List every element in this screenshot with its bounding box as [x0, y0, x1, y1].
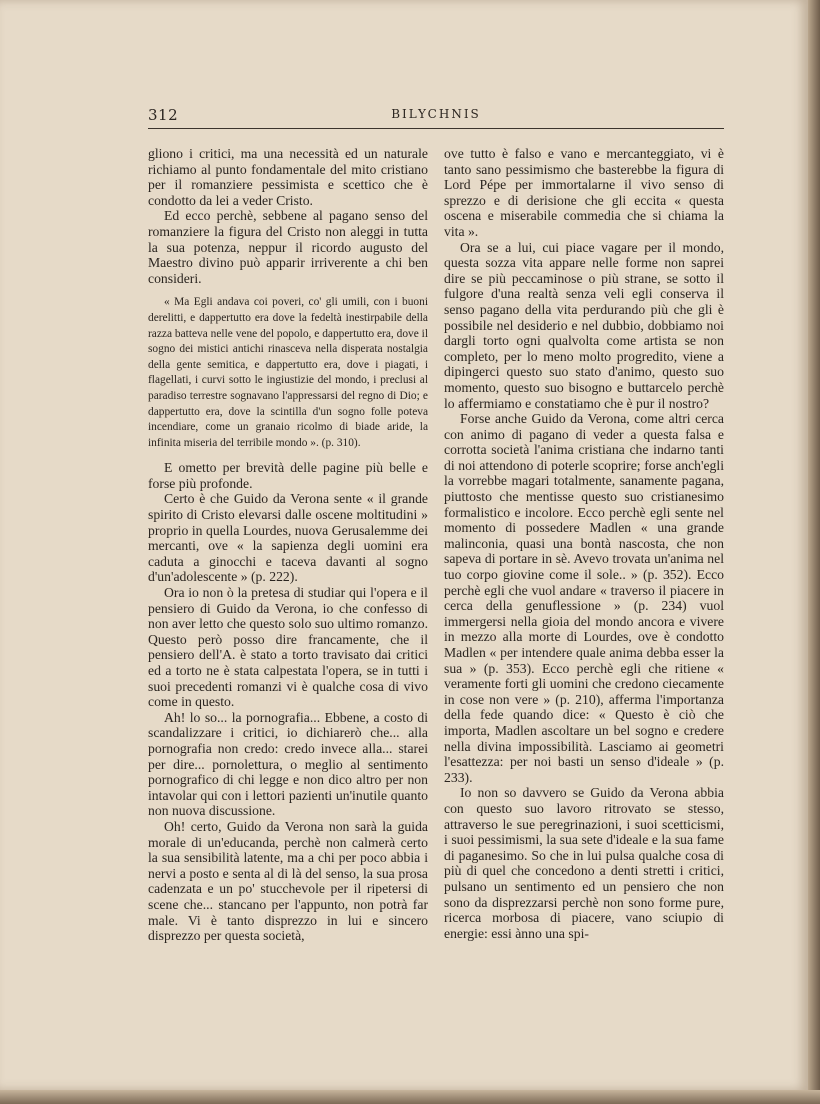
paragraph: Ora io non ò la pretesa di studiar qui l'opera e il pensiero di Guido da Verona, io che confesso di non aver letto che questo solo suo ultimo romanzo. Questo però posso dire francamente, che il pensiero dell'A. è stato a torto travisato dai critici ed a torto ne è stata calpestata l'opera, se in tutti i suoi precedenti romanzi vi è qualche cosa di vivo come in questo. — [148, 585, 428, 710]
running-title: BILYCHNIS — [391, 107, 481, 121]
paragraph: E ometto per brevità delle pagine più belle e forse più profonde. — [148, 460, 428, 491]
paragraph: Ed ecco perchè, sebbene al pagano senso del romanziere la figura del Cristo non aleggi in tutta la sua potenza, neppur il ricordo augusto del Maestro divino può apparir irriverente a chi ben consideri. — [148, 208, 428, 286]
page-edge-bottom — [0, 1090, 820, 1104]
paragraph: gliono i critici, ma una necessità ed un naturale richiamo al punto fondamentale del mito cristiano per il romanziere pessimista e scettico che è condotto da lei a veder Cristo. — [148, 146, 428, 208]
left-text-column — [148, 146, 428, 944]
paragraph: Ora se a lui, cui piace vagare per il mondo, questa sozza vita appare nelle forme non saprei dire se più peccaminose o più strane, se sotto il fulgore d'una realtà senza veli egli conserva il senso pagano della vita perdurando più che gli è possibile nel desiderio e nel dubbio, dobbiamo noi dargli torto ogni qualvolta come artista se non completo, per lo meno molto progredito, viene a dipingerci questo suo stato d'animo, questo suo momento, questo suo bisogno e buttarcelo perchè lo affermiamo e constatiamo che è pur il nostro? — [444, 239, 724, 411]
paragraph: Io non so davvero se Guido da Verona abbia con questo suo lavoro ritrovato se stesso, attraverso le sue peregrinazioni, i suoi scetticismi, i suoi pessimismi, la sua sete d'ideale e la sua fame di paganesimo. So che in lui pulsa qualche cosa di più di quel che concedono a denti stretti i critici, pulsano un sentimento ed un pensiero che non sono da disprezzarsi perchè non sono forme pure, ricerca morbosa di piacere, vano sciupio di energie: essi ànno una spi- — [444, 785, 724, 941]
paragraph: ove tutto è falso e vano e mercanteggiato, vi è tanto sano pessimismo che basterebbe la figura di Lord Pépe per immortalarne il vivo senso di sprezzo e di derisione che gli eccita « questa oscena e miserabile commedia che si chiama la vita ». — [444, 146, 724, 239]
paragraph: Forse anche Guido da Verona, come altri cerca con animo di pagano di veder a questa falsa e corrotta società l'anima cristiana che indarno tanti di noi attendono di poterle scoprire; forse anch'egli la vorrebbe magari totalmente, sanamente pagana, piuttosto che mentisse questo suo cristianesimo formalistico e incolore. Ecco perchè egli sente nel momento di possedere Madlen « una grande malinconia, quasi una bontà nascosta, che non sapeva di portare in sè. Avevo trovata un'anima nel tuo corpo giovine come il sole.. » (p. 352). Ecco perchè egli che vuol andare « traverso il piacere in cerca della genuflessione » (p. 234) vuol immergersi nella gioia del mondo ancora e vivere in mezzo alla morte di Lourdes, ove è condotto Madlen « per intendere quale anima debba esser la sua » (p. 353). Ecco perchè egli che ritiene « veramente forti gli uomini che credono ciecamente in cose non vere » (p. 210), afferma l'importanza della fede quando dice: « Questo è ciò che importa, Madlen ascoltare un bel sogno e credere nella divina impossibilità. Lasciamo ai geometri l'esattezza: per noi basti un senso d'ideale » (p. 233). — [444, 411, 724, 785]
right-text-column — [444, 146, 724, 941]
paragraph: Oh! certo, Guido da Verona non sarà la guida morale di un'educanda, perchè non calmerà certo la sua sensibilità latente, ma a chi per poco abbia i nervi a posto e senta al di là del senso, la sua prosa cadenzata e un po' stucchevole per il ripetersi di scene che... stancano per l'appunto, non potrà far male. Vi è tanto disprezzo in lui e sincero disprezzo per questa società, — [148, 818, 428, 944]
page-number: 312 — [148, 106, 179, 124]
paragraph: Ah! lo so... la pornografia... Ebbene, a costo di scandalizzare i critici, io dichiarerò che... alla pornografia non credo: credo invece alla... starei per dire... pornolettura, o meglio al sentimento pornografico di chi legge e non dico altro per non intavolar qui con i lettori pazienti un'inutile quanto non nuova discussione. — [148, 709, 428, 819]
paragraph: Certo è che Guido da Verona sente « il grande spirito di Cristo elevarsi dalle oscene moltitudini » proprio in quella Lourdes, nuova Gerusalemme dei mercanti, ove « la sapienza degli uomini era caduta a ginocchi e taceva davanti al sogno d'un'adolescente » (p. 222). — [148, 491, 428, 585]
block-quote: « Ma Egli andava coi poveri, co' gli umili, con i buoni derelitti, e dappertutto era dove la fedeltà inestirpabile della razza batteva nelle vene del popolo, e dappertutto era, dove il sogno dei mistici antichi rinasceva nella disperata nostalgia della gente semitica, e dappertutto era, dove i piagati, i flagellati, i curvi sotto le ingiustizie del mondo, i preclusi al paradiso terrestre sognavano l'appressarsi del regno di Dio; e dappertutto era, dove la scintilla d'un sogno folle poteva incendiare, come un granaio ricolmo di biade aride, la infinita miseria del terribile mondo ». (p. 310). — [148, 296, 428, 449]
page-edge-right — [808, 0, 820, 1104]
page-header — [148, 106, 724, 129]
